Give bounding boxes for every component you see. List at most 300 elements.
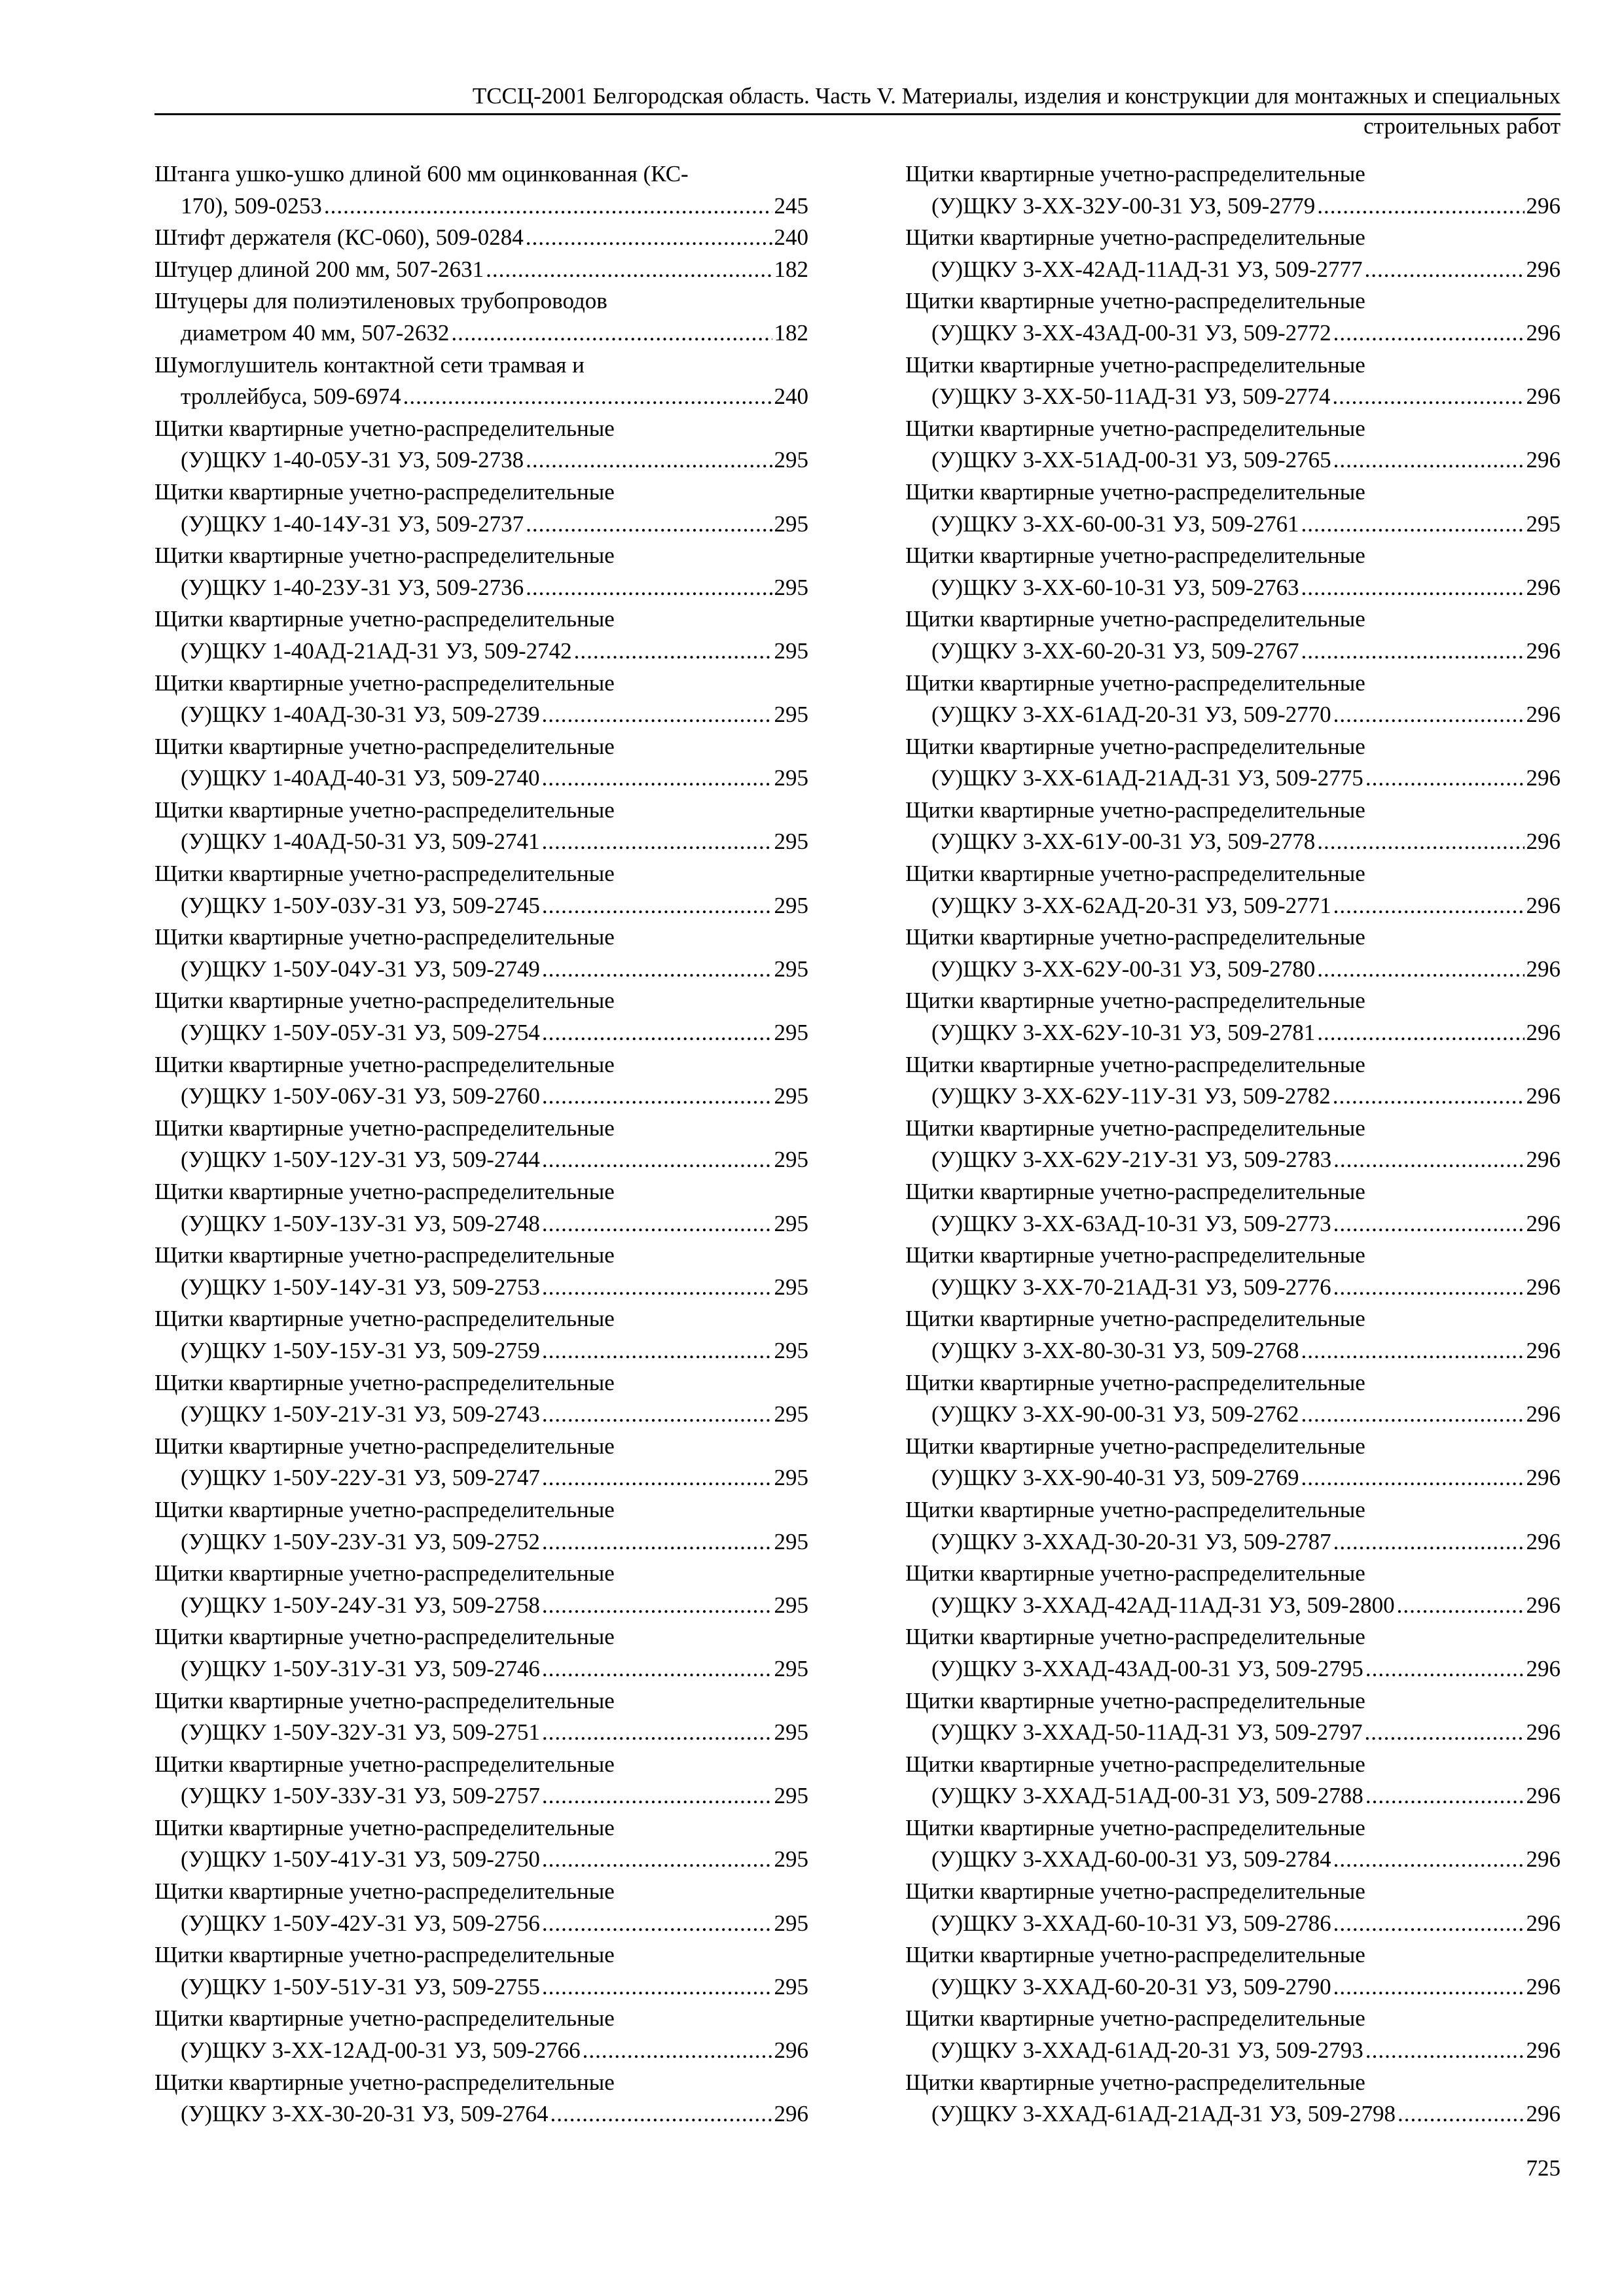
index-entry-page: 295 — [774, 892, 808, 918]
index-entry-last-line — [905, 1272, 1561, 1304]
index-entry-last-line — [905, 1335, 1561, 1367]
index-entry-text: Щитки квартирные учетно-распределительные — [154, 733, 615, 759]
dot-leader — [1333, 444, 1525, 476]
index-entry-page: 296 — [1526, 1655, 1561, 1681]
running-header-line-2: строительных работ — [1363, 113, 1561, 139]
index-entry-text: (У)ЩКУ 1-50У-14У-31 УЗ, 509-2753 — [181, 1274, 540, 1300]
index-entry-text: (У)ЩКУ 3-ХХ-60-20-31 УЗ, 509-2767 — [931, 637, 1299, 664]
index-entry-last-line — [154, 572, 808, 604]
index-entry-page: 296 — [1526, 1846, 1561, 1873]
index-entry-page: 296 — [1526, 1337, 1561, 1363]
index-entry-text: Щитки квартирные учетно-распределительные — [905, 224, 1365, 251]
index-entry — [905, 1749, 1561, 1812]
index-entry-text: (У)ЩКУ 3-ХХ-60-10-31 УЗ, 509-2763 — [931, 574, 1299, 600]
index-entry-text: Щитки квартирные учетно-распределительные — [154, 1814, 615, 1840]
index-entry-text: Щитки квартирные учетно-распределительные — [905, 988, 1365, 1014]
dot-leader — [486, 254, 772, 286]
index-entry-text: Щитки квартирные учетно-распределительные — [154, 861, 615, 887]
index-entry-last-line — [154, 2098, 808, 2130]
index-entry-text: (У)ЩКУ 1-50У-33У-31 УЗ, 509-2757 — [181, 1783, 540, 1809]
index-entry — [905, 985, 1561, 1049]
index-entry — [154, 603, 808, 667]
index-entry-text: Щитки квартирные учетно-распределительные — [154, 606, 615, 632]
index-entry — [905, 1876, 1561, 1939]
dot-leader — [542, 1844, 772, 1876]
index-entry-text: (У)ЩКУ 1-50У-51У-31 УЗ, 509-2755 — [181, 1973, 540, 2000]
index-entry-last-line — [905, 890, 1561, 922]
index-entry-page: 296 — [1526, 447, 1561, 473]
index-entry-last-line — [154, 2035, 808, 2067]
index-entry-text: Щитки квартирные учетно-распределительные — [154, 1051, 615, 1077]
index-entry-text: (У)ЩКУ 1-50У-41У-31 УЗ, 509-2750 — [181, 1846, 540, 1873]
index-entry — [905, 1621, 1561, 1685]
index-entry — [154, 413, 808, 476]
index-entry-last-line — [154, 1908, 808, 1940]
index-entry-page: 295 — [774, 1401, 808, 1427]
index-entry — [154, 2003, 808, 2066]
index-entry — [905, 1812, 1561, 1876]
dot-leader — [542, 1272, 772, 1304]
index-entry-page: 296 — [1526, 1528, 1561, 1554]
index-entry-last-line — [154, 1272, 808, 1304]
index-entry-text: (У)ЩКУ 3-ХХ-43АД-00-31 УЗ, 509-2772 — [931, 319, 1331, 346]
index-entry — [154, 1367, 808, 1431]
index-entry-text: Щитки квартирные учетно-распределительные — [154, 1433, 615, 1459]
index-entry-text: Щитки квартирные учетно-распределительные — [154, 415, 615, 441]
index-entry-page: 295 — [774, 1719, 808, 1746]
index-entry-page: 296 — [1526, 1083, 1561, 1109]
index-entry-text: Щитки квартирные учетно-распределительные — [905, 1433, 1365, 1459]
index-entry-text: (У)ЩКУ 1-50У-32У-31 УЗ, 509-2751 — [181, 1719, 540, 1746]
index-entry-page: 296 — [1526, 1210, 1561, 1236]
index-entry — [905, 1049, 1561, 1113]
dot-leader — [526, 222, 772, 254]
index-entry — [905, 285, 1561, 349]
index-entry-text: Щитки квартирные учетно-распределительные — [905, 670, 1365, 696]
index-entry-last-line — [154, 1844, 808, 1876]
index-entry-text: Щитки квартирные учетно-распределительные — [154, 924, 615, 950]
index-entry — [154, 922, 808, 985]
index-entry-text: Щитки квартирные учетно-распределительные — [905, 1878, 1365, 1905]
index-entry-text: (У)ЩКУ 3-ХХ-80-30-31 УЗ, 509-2768 — [931, 1337, 1299, 1363]
index-entry — [905, 1685, 1561, 1749]
index-column-right — [905, 158, 1561, 2130]
index-entry-text: Щитки квартирные учетно-распределительные — [905, 861, 1365, 887]
index-entry-page: 296 — [1526, 1592, 1561, 1618]
index-entry-text: Щитки квартирные учетно-распределительные — [905, 1560, 1365, 1587]
index-entry-text: Щитки квартирные учетно-распределительные — [905, 415, 1365, 441]
index-entry-last-line — [905, 2035, 1561, 2067]
index-entry — [154, 1621, 808, 1685]
index-entry — [905, 858, 1561, 922]
index-entry-page: 295 — [774, 1210, 808, 1236]
index-entry-page: 295 — [774, 1528, 808, 1554]
dot-leader — [451, 317, 772, 350]
index-entry-page: 295 — [774, 1465, 808, 1491]
index-entry — [154, 158, 808, 222]
index-entry-last-line — [154, 1971, 808, 2003]
index-entry-text: Щитки квартирные учетно-распределительные — [905, 1242, 1365, 1268]
index-entry-last-line — [905, 826, 1561, 858]
index-entry-text: (У)ЩКУ 1-50У-03У-31 УЗ, 509-2745 — [181, 892, 540, 918]
index-entry-text: Щитки квартирные учетно-распределительные — [905, 478, 1365, 505]
index-entry-text: Щитки квартирные учетно-распределительные — [154, 1751, 615, 1777]
index-entry — [905, 222, 1561, 285]
index-entry-last-line — [154, 254, 808, 286]
index-entry-last-line — [905, 1653, 1561, 1685]
index-entry-text: Щитки квартирные учетно-распределительные — [154, 1687, 615, 1713]
index-entry-text: (У)ЩКУ 3-ХХ-61АД-21АД-31 УЗ, 509-2775 — [931, 765, 1363, 791]
index-entry-page: 296 — [1526, 384, 1561, 410]
index-entry-text: (У)ЩКУ 3-ХХ-32У-00-31 УЗ, 509-2779 — [931, 192, 1316, 219]
index-entry-page: 295 — [774, 637, 808, 664]
index-entry — [154, 985, 808, 1049]
index-column-left — [154, 158, 808, 2130]
dot-leader — [1317, 190, 1524, 223]
dot-leader — [526, 509, 772, 541]
dot-leader — [1333, 1081, 1525, 1113]
index-entry-text: (У)ЩКУ 1-40АД-40-31 УЗ, 509-2740 — [181, 765, 540, 791]
index-entry — [154, 731, 808, 795]
index-entry-text: Щитки квартирные учетно-распределительные — [905, 1179, 1365, 1204]
index-entry-page: 296 — [774, 2101, 808, 2127]
index-entry-text: Щитки квартирные учетно-распределительные — [905, 1306, 1365, 1332]
dot-leader — [1365, 2035, 1525, 2067]
index-entry-last-line — [905, 1717, 1561, 1749]
index-entry-page: 295 — [774, 574, 808, 600]
index-entry-text: Штуцер длиной 200 мм, 507-2631 — [154, 256, 484, 282]
dot-leader — [1332, 381, 1524, 413]
dot-leader — [542, 1908, 772, 1940]
index-entry-page: 295 — [774, 1274, 808, 1300]
index-entry-page: 295 — [774, 447, 808, 473]
dot-leader — [542, 1653, 772, 1685]
index-entry — [154, 1431, 808, 1494]
index-entry — [154, 476, 808, 540]
index-entry-text: Штанга ушко-ушко длиной 600 мм оцинкованная (КС- — [154, 161, 689, 187]
index-entry-text: Щитки квартирные учетно-распределительные — [154, 670, 615, 696]
index-entry — [905, 603, 1561, 667]
index-entry-last-line — [154, 190, 808, 223]
dot-leader — [1365, 1717, 1525, 1749]
index-entry-last-line — [154, 762, 808, 795]
index-entry-page: 296 — [1526, 1910, 1561, 1936]
index-entry-text: Щитки квартирные учетно-распределительные — [905, 797, 1365, 823]
index-entry-text: (У)ЩКУ 3-ХХ-60-00-31 УЗ, 509-2761 — [931, 511, 1299, 537]
index-entry-text: (У)ЩКУ 3-ХХ-62У-21У-31 УЗ, 509-2783 — [931, 1147, 1332, 1173]
index-entry-text: Щитки квартирные учетно-распределительные — [154, 2069, 615, 2095]
index-entry-text: Щитки квартирные учетно-распределительные — [154, 1242, 615, 1268]
dot-leader — [542, 890, 772, 922]
index-entry-page: 245 — [774, 192, 808, 219]
index-entry — [905, 1113, 1561, 1176]
dot-leader — [1301, 1462, 1525, 1494]
index-entry-text: (У)ЩКУ 3-ХХАД-43АД-00-31 УЗ, 509-2795 — [931, 1655, 1363, 1681]
index-entry-text: Щитки квартирные учетно-распределительные — [905, 1942, 1365, 1968]
index-entry — [154, 1749, 808, 1812]
dot-leader — [1333, 317, 1525, 350]
index-entry-page: 295 — [774, 1973, 808, 2000]
index-entry-last-line — [154, 699, 808, 731]
index-entry-page: 296 — [1526, 1719, 1561, 1746]
index-entry-text: 170), 509-0253 — [181, 192, 322, 219]
index-entry-page: 295 — [774, 829, 808, 855]
index-entry-text: (У)ЩКУ 1-50У-22У-31 УЗ, 509-2747 — [181, 1465, 540, 1491]
dot-leader — [1365, 1653, 1525, 1685]
index-entry-text: (У)ЩКУ 3-ХХ-62АД-20-31 УЗ, 509-2771 — [931, 892, 1331, 918]
index-entry-text: Щитки квартирные учетно-распределительные — [905, 1496, 1365, 1522]
index-entry — [154, 1176, 808, 1240]
index-entry — [154, 1812, 808, 1876]
index-entry-page: 296 — [1526, 1147, 1561, 1173]
index-entry-text: (У)ЩКУ 1-50У-42У-31 УЗ, 509-2756 — [181, 1910, 540, 1936]
index-entry-last-line — [154, 1526, 808, 1558]
index-entry-last-line — [154, 1208, 808, 1240]
index-entry-text: (У)ЩКУ 3-ХХ-42АД-11АД-31 УЗ, 509-2777 — [931, 256, 1363, 282]
index-entry-text: Щитки квартирные учетно-распределительные — [154, 478, 615, 505]
dot-leader — [1301, 509, 1525, 541]
index-entry-text: Щитки квартирные учетно-распределительные — [154, 543, 615, 569]
index-entry — [154, 795, 808, 858]
index-entry-page: 296 — [1526, 1274, 1561, 1300]
index-entry-text: (У)ЩКУ 3-ХХАД-60-20-31 УЗ, 509-2790 — [931, 1973, 1331, 2000]
index-entry-text: (У)ЩКУ 1-50У-31У-31 УЗ, 509-2746 — [181, 1655, 540, 1681]
index-entry-text: Щитки квартирные учетно-распределительные — [905, 1624, 1365, 1650]
index-entry-last-line — [154, 1081, 808, 1113]
index-entry-text: Щитки квартирные учетно-распределительные — [154, 1179, 615, 1204]
index-entry-last-line — [154, 1462, 808, 1494]
index-entry-last-line — [154, 1590, 808, 1622]
index-entry — [154, 2067, 808, 2130]
index-entry-text: Щитки квартирные учетно-распределительные — [154, 1369, 615, 1395]
index-entry-page: 295 — [774, 1655, 808, 1681]
index-entry — [905, 1431, 1561, 1494]
index-entry-last-line — [154, 317, 808, 350]
index-entry — [905, 1176, 1561, 1240]
index-entry — [905, 158, 1561, 222]
dot-leader — [1301, 572, 1525, 604]
index-entry — [905, 1494, 1561, 1558]
index-entry-last-line — [905, 317, 1561, 350]
index-entry-text: Шумоглушитель контактной сети трамвая и — [154, 351, 585, 378]
index-entry-text: Щитки квартирные учетно-распределительные — [905, 288, 1365, 314]
index-entry-page: 295 — [774, 1020, 808, 1046]
index-entry-last-line — [905, 1908, 1561, 1940]
index-entry — [154, 1240, 808, 1303]
index-entry-text: Щитки квартирные учетно-распределительные — [905, 1369, 1365, 1395]
index-entry-page: 182 — [774, 319, 808, 346]
index-entry-text: (У)ЩКУ 1-40-14У-31 УЗ, 509-2737 — [181, 511, 524, 537]
index-entry — [905, 1303, 1561, 1367]
index-entry-text: (У)ЩКУ 3-ХХ-62У-00-31 УЗ, 509-2780 — [931, 956, 1316, 982]
index-entry — [154, 1558, 808, 1621]
index-entry-last-line — [905, 1208, 1561, 1240]
dot-leader — [1333, 1208, 1525, 1240]
dot-leader — [542, 1717, 772, 1749]
index-entry — [154, 350, 808, 413]
dot-leader — [542, 1081, 772, 1113]
index-entry-page: 296 — [1526, 2037, 1561, 2064]
dot-leader — [1365, 1780, 1525, 1812]
index-entry-last-line — [154, 381, 808, 413]
index-entry-last-line — [154, 1335, 808, 1367]
index-entry — [905, 795, 1561, 858]
index-entry-last-line — [905, 762, 1561, 795]
dot-leader — [542, 1590, 772, 1622]
index-entry-last-line — [905, 1399, 1561, 1431]
index-entry-last-line — [154, 222, 808, 254]
index-entry-last-line — [154, 1399, 808, 1431]
index-entry — [905, 476, 1561, 540]
index-entry — [154, 222, 808, 254]
index-entry-last-line — [154, 1017, 808, 1049]
dot-leader — [542, 1462, 772, 1494]
index-entry — [905, 668, 1561, 731]
index-entry-text: (У)ЩКУ 3-ХХ-12АД-00-31 УЗ, 509-2766 — [181, 2037, 581, 2064]
index-entry-text: (У)ЩКУ 1-50У-06У-31 УЗ, 509-2760 — [181, 1083, 540, 1109]
index-entry-page: 296 — [1526, 702, 1561, 728]
index-entry — [154, 1303, 808, 1367]
index-entry-page: 296 — [1526, 956, 1561, 982]
index-entry-text: (У)ЩКУ 3-ХХАД-50-11АД-31 УЗ, 509-2797 — [931, 1719, 1363, 1746]
dot-leader — [541, 699, 772, 731]
dot-leader — [1365, 254, 1525, 286]
index-entry-text: Щитки квартирные учетно-распределительные — [154, 1496, 615, 1522]
index-entry-last-line — [154, 890, 808, 922]
index-entry-last-line — [905, 1081, 1561, 1113]
index-entry-page: 295 — [774, 511, 808, 537]
index-entry-page: 295 — [774, 702, 808, 728]
index-entry-text: (У)ЩКУ 1-40АД-21АД-31 УЗ, 509-2742 — [181, 637, 572, 664]
index-entry — [154, 540, 808, 603]
index-entry-page: 295 — [774, 765, 808, 791]
index-entry — [905, 1367, 1561, 1431]
dot-leader — [1333, 699, 1525, 731]
dot-leader — [1397, 1590, 1525, 1622]
dot-leader — [542, 954, 772, 986]
dot-leader — [542, 1526, 772, 1558]
index-entry — [905, 922, 1561, 985]
dot-leader — [403, 381, 772, 413]
index-entry-last-line — [905, 254, 1561, 286]
index-entry-text: Щитки квартирные учетно-распределительные — [905, 606, 1365, 632]
index-entry-page: 295 — [1526, 511, 1561, 537]
index-entry — [154, 1494, 808, 1558]
dot-leader — [1333, 1971, 1525, 2003]
dot-leader — [1333, 890, 1525, 922]
dot-leader — [542, 1399, 772, 1431]
index-entry — [154, 1939, 808, 2003]
index-entry-text: Щитки квартирные учетно-распределительные — [154, 1306, 615, 1332]
index-entry-text: Щитки квартирные учетно-распределительные — [154, 1560, 615, 1587]
index-entry-text: (У)ЩКУ 1-40АД-30-31 УЗ, 509-2739 — [181, 702, 540, 728]
index-entry-text: (У)ЩКУ 3-ХХ-63АД-10-31 УЗ, 509-2773 — [931, 1210, 1331, 1236]
index-entry-last-line — [905, 381, 1561, 413]
index-entry — [154, 1049, 808, 1113]
dot-leader — [550, 2098, 772, 2130]
index-entry-page: 296 — [1526, 192, 1561, 219]
index-entry-page: 295 — [774, 1337, 808, 1363]
dot-leader — [541, 826, 772, 858]
index-entry-text: Щитки квартирные учетно-распределительные — [905, 543, 1365, 569]
index-entry-page: 296 — [1526, 1973, 1561, 2000]
index-entry-last-line — [905, 1844, 1561, 1876]
dot-leader — [1333, 1844, 1525, 1876]
index-entry-text: Щитки квартирные учетно-распределительные — [905, 1751, 1365, 1777]
index-entry-text: (У)ЩКУ 1-50У-15У-31 УЗ, 509-2759 — [181, 1337, 540, 1363]
index-entry-text: (У)ЩКУ 1-40-23У-31 УЗ, 509-2736 — [181, 574, 524, 600]
index-entry-text: (У)ЩКУ 1-50У-13У-31 УЗ, 509-2748 — [181, 1210, 540, 1236]
index-entry-text: Щитки квартирные учетно-распределительные — [905, 1051, 1365, 1077]
dot-leader — [1301, 1399, 1525, 1431]
index-entry-text: Щитки квартирные учетно-распределительные — [905, 2069, 1365, 2095]
dot-leader — [541, 762, 772, 795]
index-entry-last-line — [905, 2098, 1561, 2130]
index-entry-page: 296 — [1526, 829, 1561, 855]
index-entry-page: 296 — [1526, 256, 1561, 282]
index-entry-text: (У)ЩКУ 3-ХХ-62У-10-31 УЗ, 509-2781 — [931, 1020, 1316, 1046]
dot-leader — [1333, 1272, 1525, 1304]
index-entry — [154, 1113, 808, 1176]
index-entry-text: (У)ЩКУ 3-ХХ-30-20-31 УЗ, 509-2764 — [181, 2101, 549, 2127]
index-entry-page: 296 — [1526, 2101, 1561, 2127]
index-entry-text: (У)ЩКУ 3-ХХ-90-00-31 УЗ, 509-2762 — [931, 1401, 1299, 1427]
index-entry-last-line — [905, 509, 1561, 541]
dot-leader — [526, 572, 772, 604]
dot-leader — [324, 190, 772, 223]
index-entry — [905, 2067, 1561, 2130]
dot-leader — [542, 1017, 772, 1049]
index-entry-page: 295 — [774, 1783, 808, 1809]
page-number: 725 — [1526, 2155, 1561, 2181]
index-entry — [154, 858, 808, 922]
index-entry-last-line — [905, 636, 1561, 668]
index-entry-text: (У)ЩКУ 3-ХХ-51АД-00-31 УЗ, 509-2765 — [931, 447, 1331, 473]
index-entry-page: 296 — [1526, 1401, 1561, 1427]
dot-leader — [1301, 636, 1525, 668]
index-entry-text: Щитки квартирные учетно-распределительные — [905, 351, 1365, 378]
dot-leader — [526, 444, 772, 476]
index-entry — [905, 1939, 1561, 2003]
index-entry — [905, 350, 1561, 413]
dot-leader — [1301, 1335, 1525, 1367]
index-entry-text: диаметром 40 мм, 507-2632 — [181, 319, 450, 346]
dot-leader — [1365, 762, 1525, 795]
index-entry — [154, 285, 808, 349]
index-entry-text: Щитки квартирные учетно-распределительные — [905, 161, 1365, 187]
index-entry-text: (У)ЩКУ 1-50У-21У-31 УЗ, 509-2743 — [181, 1401, 540, 1427]
index-entry-text: Щитки квартирные учетно-распределительные — [154, 797, 615, 823]
index-entry-last-line — [905, 699, 1561, 731]
index-entry-last-line — [905, 572, 1561, 604]
index-entry-last-line — [905, 1017, 1561, 1049]
index-entry — [154, 254, 808, 286]
index-entry-text: (У)ЩКУ 3-ХХАД-42АД-11АД-31 УЗ, 509-2800 — [931, 1592, 1395, 1618]
index-entry-text: (У)ЩКУ 1-50У-12У-31 УЗ, 509-2744 — [181, 1147, 540, 1173]
index-entry — [905, 540, 1561, 603]
index-entry-text: троллейбуса, 509-6974 — [181, 384, 401, 410]
index-entry-text: Щитки квартирные учетно-распределительные — [154, 2005, 615, 2032]
index-entry — [905, 413, 1561, 476]
index-entry-last-line — [154, 1717, 808, 1749]
dot-leader — [1317, 954, 1524, 986]
index-entry-text: (У)ЩКУ 1-50У-23У-31 УЗ, 509-2752 — [181, 1528, 540, 1554]
index-entry-text: Щитки квартирные учетно-распределительные — [154, 988, 615, 1014]
index-entry-last-line — [154, 1653, 808, 1685]
index-entry — [905, 1240, 1561, 1303]
index-entry — [905, 731, 1561, 795]
index-entry-text: Щитки квартирные учетно-распределительные — [905, 1687, 1365, 1713]
